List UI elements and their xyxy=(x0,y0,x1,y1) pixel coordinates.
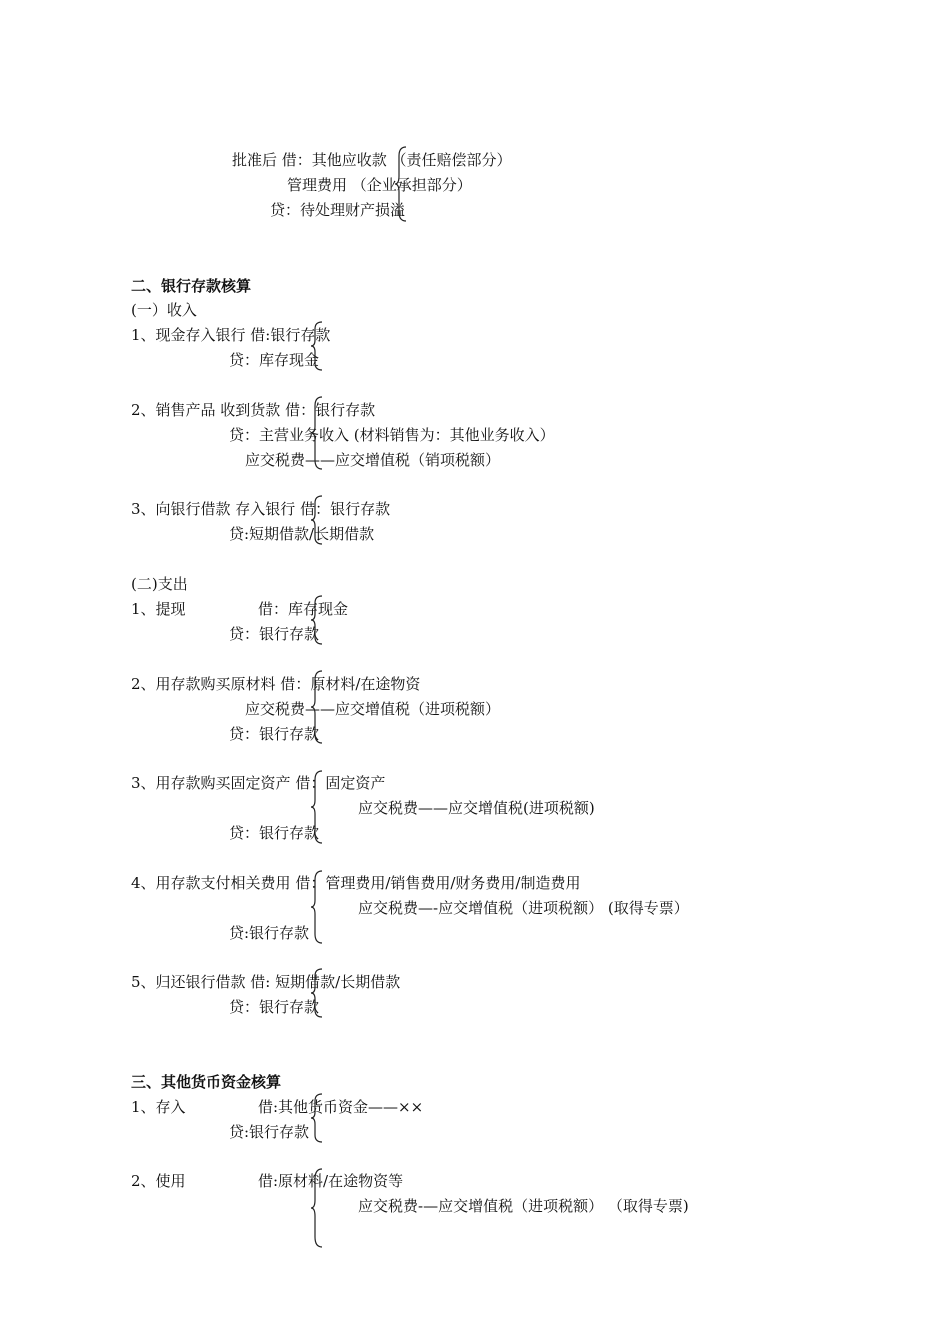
brace xyxy=(310,670,324,744)
other-2-debit: 借:原材料/在途物资等 xyxy=(258,1172,404,1190)
other-2-label: 2、使用 xyxy=(131,1172,186,1190)
entry-1-credit: 贷：库存现金 xyxy=(229,351,320,369)
payment-1-credit: 贷：银行存款 xyxy=(229,625,320,643)
approval-line-2: 管理费用 （企业承担部分） xyxy=(287,176,472,194)
entry-3-debit: 3、向银行借款 存入银行 借：银行存款 xyxy=(131,500,391,518)
other-1-debit: 借:其他货币资金——×× xyxy=(258,1098,424,1116)
payment-5-debit: 5、归还银行借款 借: 短期借款/长期借款 xyxy=(131,973,401,991)
payment-4-credit: 贷:银行存款 xyxy=(229,924,310,942)
entry-2-tax: 应交税费——应交增值税（销项税额） xyxy=(245,451,501,469)
payment-3-tax: 应交税费——应交增值税(进项税额) xyxy=(358,799,595,817)
approval-line-3: 贷：待处理财产损溢 xyxy=(270,201,406,219)
brace xyxy=(310,770,324,844)
payment-1-label: 1、提现 xyxy=(131,600,186,618)
entry-2-credit: 贷：主营业务收入 (材料销售为：其他业务收入） xyxy=(229,426,555,444)
brace xyxy=(310,321,324,371)
brace xyxy=(394,146,408,222)
other-1-label: 1、存入 xyxy=(131,1098,186,1116)
section-3-title: 三、其他货币资金核算 xyxy=(131,1073,282,1091)
brace xyxy=(310,968,324,1018)
payment-4-tax: 应交税费—-应交增值税（进项税额） (取得专票） xyxy=(358,899,689,917)
brace xyxy=(310,1093,324,1143)
subsection-expense: (二)支出 xyxy=(131,575,188,593)
other-1-credit: 贷:银行存款 xyxy=(229,1123,310,1141)
entry-3-credit: 贷:短期借款/长期借款 xyxy=(229,525,375,543)
payment-4-debit: 4、用存款支付相关费用 借：管理费用/销售费用/财务费用/制造费用 xyxy=(131,874,581,892)
brace xyxy=(310,396,324,470)
brace xyxy=(310,870,324,944)
payment-2-tax: 应交税费——应交增值税（进项税额） xyxy=(245,700,501,718)
brace xyxy=(310,1168,324,1248)
entry-2-debit: 2、销售产品 收到货款 借：银行存款 xyxy=(131,401,376,419)
brace xyxy=(310,495,324,545)
payment-3-debit: 3、用存款购买固定资产 借：固定资产 xyxy=(131,774,386,792)
payment-1-debit: 借：库存现金 xyxy=(258,600,349,618)
brace xyxy=(310,595,324,645)
payment-3-credit: 贷：银行存款 xyxy=(229,824,320,842)
payment-2-credit: 贷：银行存款 xyxy=(229,725,320,743)
section-2-title: 二、银行存款核算 xyxy=(131,277,252,295)
other-2-tax: 应交税费-—应交增值税（进项税额） （取得专票) xyxy=(358,1197,689,1215)
entry-1-debit: 1、现金存入银行 借:银行存款 xyxy=(131,326,331,344)
approval-line-1: 批准后 借：其他应收款 （责任赔偿部分） xyxy=(232,151,512,169)
subsection-income: (一）收入 xyxy=(131,301,197,319)
payment-2-debit: 2、用存款购买原材料 借：原材料/在途物资 xyxy=(131,675,421,693)
payment-5-credit: 贷：银行存款 xyxy=(229,998,320,1016)
